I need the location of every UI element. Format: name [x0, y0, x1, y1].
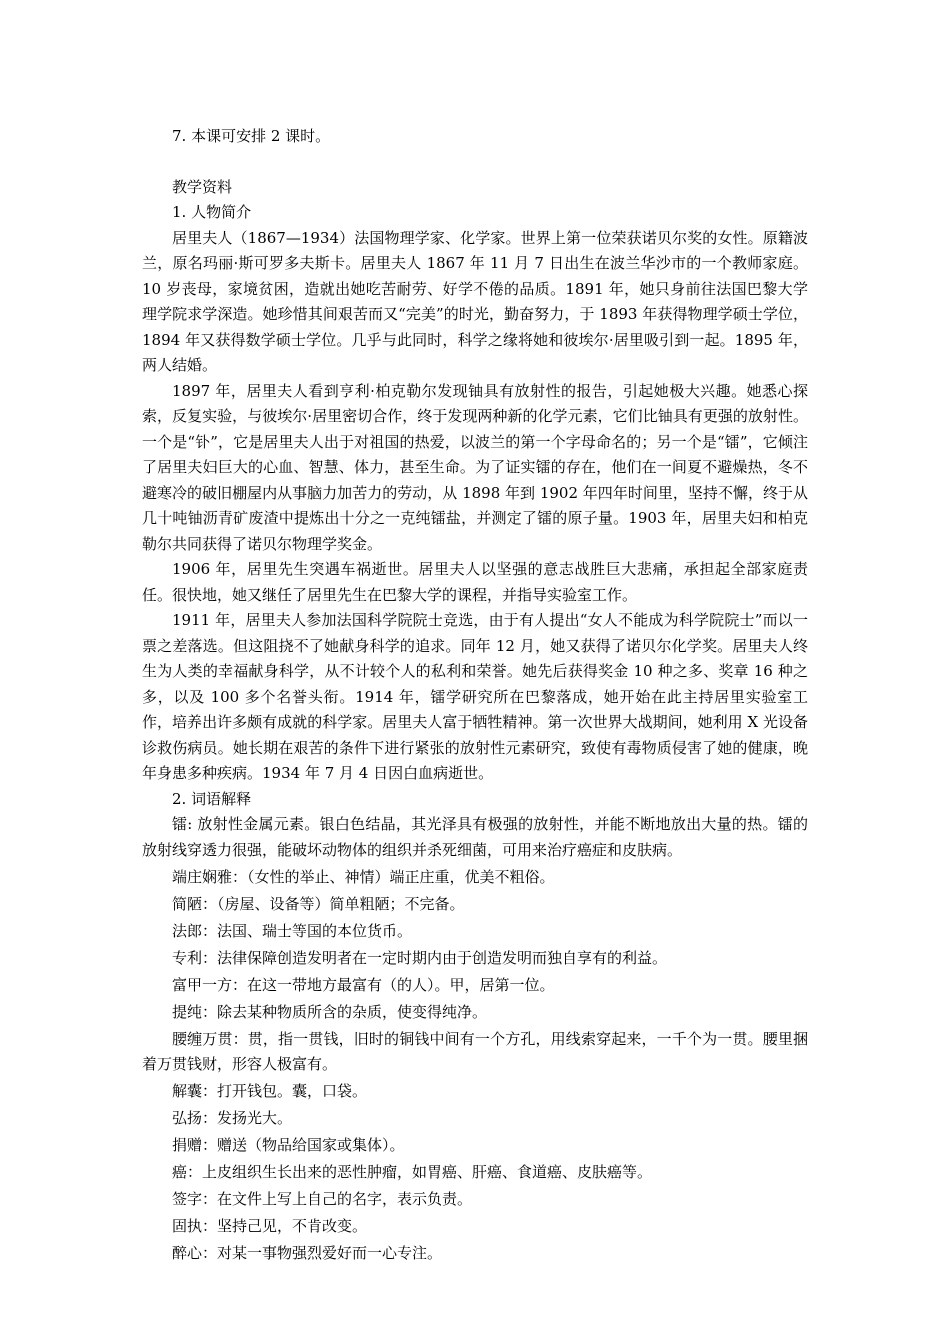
vocabulary-item: 醉心：对某一事物强烈爱好而一心专注。	[172, 1244, 443, 1262]
biography-paragraph: 居里夫人（1867—1934）法国物理学家、化学家。世界上第一位荣获诺贝尔奖的女性。原籍波兰，原名玛丽·斯可罗多夫斯卡。居里夫人 1867 年 11 月 7 日出生在波兰华沙市的一个教师家庭。10 岁丧母，家境贫困，造就出她吃苦耐劳、好学不倦的品质。1891 年，她只身前往法国巴黎大学理学院求学深造。她珍惜其间艰苦而又“完美”的时光，勤奋努力，于 1893 年获得物理学硕士学位，1894 年又获得数学硕士学位。几乎与此同时，科学之缘将她和彼埃尔·居里吸引到一起。1895 年，两人结婚。	[142, 228, 808, 374]
vocabulary-item: 端庄娴雅：（女性的举止、神情）端正庄重，优美不粗俗。	[172, 867, 555, 886]
vocabulary-item: 富甲一方：在这一带地方最富有（的人）。甲，居第一位。	[172, 975, 555, 994]
biography-section	[142, 226, 808, 787]
blank-line	[142, 150, 808, 175]
biography-paragraph: 1906 年，居里先生突遇车祸逝世。居里夫人以坚强的意志战胜巨大悲痛，承担起全部家庭责任。很快地，她又继任了居里先生在巴黎大学的课程，并指导实验室工作。	[142, 560, 808, 604]
vocabulary-item: 癌：上皮组织生长出来的恶性肿瘤，如胃癌、肝癌、食道癌、皮肤癌等。	[172, 1163, 653, 1181]
vocabulary-item: 专利：法律保障创造发明者在一定时期内由于创造发明而独自享有的利益。	[172, 948, 668, 967]
vocabulary-item: 签字：在文件上写上自己的名字，表示负责。	[172, 1190, 473, 1208]
vocabulary-item: 弘扬：发扬光大。	[172, 1109, 293, 1127]
vocabulary-item: 捐赠：赠送（物品给国家或集体）。	[172, 1136, 405, 1154]
vocabulary-item: 镭: 放射性金属元素。银白色结晶，其光泽具有极强的放射性，并能不断地放出大量的热。镭的放射线穿透力很强，能破坏动物体的组织并杀死细菌，可用来治疗癌症和皮肤病。	[142, 815, 808, 859]
vocabulary-list	[142, 812, 808, 1267]
biography-paragraph: 1897 年，居里夫人看到亨利·柏克勒尔发现铀具有放射性的报告，引起她极大兴趣。她悉心探索，反复实验，与彼埃尔·居里密切合作，终于发现两种新的化学元素，它们比铀具有更强的放射性。一个是“钋”，它是居里夫人出于对祖国的热爱，以波兰的第一个字母命名的；另一个是“镭”，它倾注了居里夫妇巨大的心血、智慧、体力，甚至生命。为了证实镭的存在，他们在一间夏不避燥热，冬不避寒冷的破旧棚屋内从事脑力加苦力的劳动，从 1898 年到 1902 年四年时间里，坚持不懈，终于从几十吨铀沥青矿废渣中提炼出十分之一克纯镭盐，并测定了镭的原子量。1903 年，居里夫妇和柏克勒尔共同获得了诺贝尔物理学奖金。	[142, 381, 808, 553]
vocabulary-item: 提纯：除去某种物质所含的杂质，使变得纯净。	[172, 1002, 488, 1021]
subsection-title-biography: 1. 人物简介	[172, 203, 252, 221]
vocabulary-item: 固执：坚持己见，不肯改变。	[172, 1217, 368, 1235]
biography-paragraph: 1911 年，居里夫人参加法国科学院院士竞选，由于有人提出“女人不能成为科学院院士”而以一票之差落选。但这阻挠不了她献身科学的追求。同年 12 月，她又获得了诺贝尔化学奖。居里夫人终生为人类的幸福献身科学，从不计较个人的私利和荣誉。她先后获得奖金 10 种之多、奖章 16 种之多，以及 100 多个名誉头衔。1914 年，镭学研究所在巴黎落成，她开始在此主持居里实验室工作，培养出许多颇有成就的科学家。居里夫人富于牺牲精神。第一次世界大战期间，她利用 X 光设备诊救伤病员。她长期在艰苦的条件下进行紧张的放射性元素研究，致使有毒物质侵害了她的健康，晚年身患多种疾病。1934 年 7 月 4 日因白血病逝世。	[142, 611, 808, 782]
section-title: 教学资料	[172, 177, 233, 196]
vocabulary-item: 腰缠万贯：贯，指一贯钱，旧时的铜钱中间有一个方孔，用线索穿起来，一千个为一贯。腰里捆着万贯钱财，形容人极富有。	[142, 1029, 808, 1073]
subsection-title-vocabulary: 2. 词语解释	[172, 789, 252, 808]
vocabulary-item: 简陋：（房屋、设备等）简单粗陋；不完备。	[172, 894, 465, 913]
vocabulary-item: 法郎：法国、瑞士等国的本位货币。	[172, 921, 413, 940]
vocabulary-item: 解囊：打开钱包。囊，口袋。	[172, 1082, 368, 1100]
document-body	[142, 124, 808, 1268]
lesson-note: 7. 本课可安排 2 课时。	[172, 127, 331, 145]
